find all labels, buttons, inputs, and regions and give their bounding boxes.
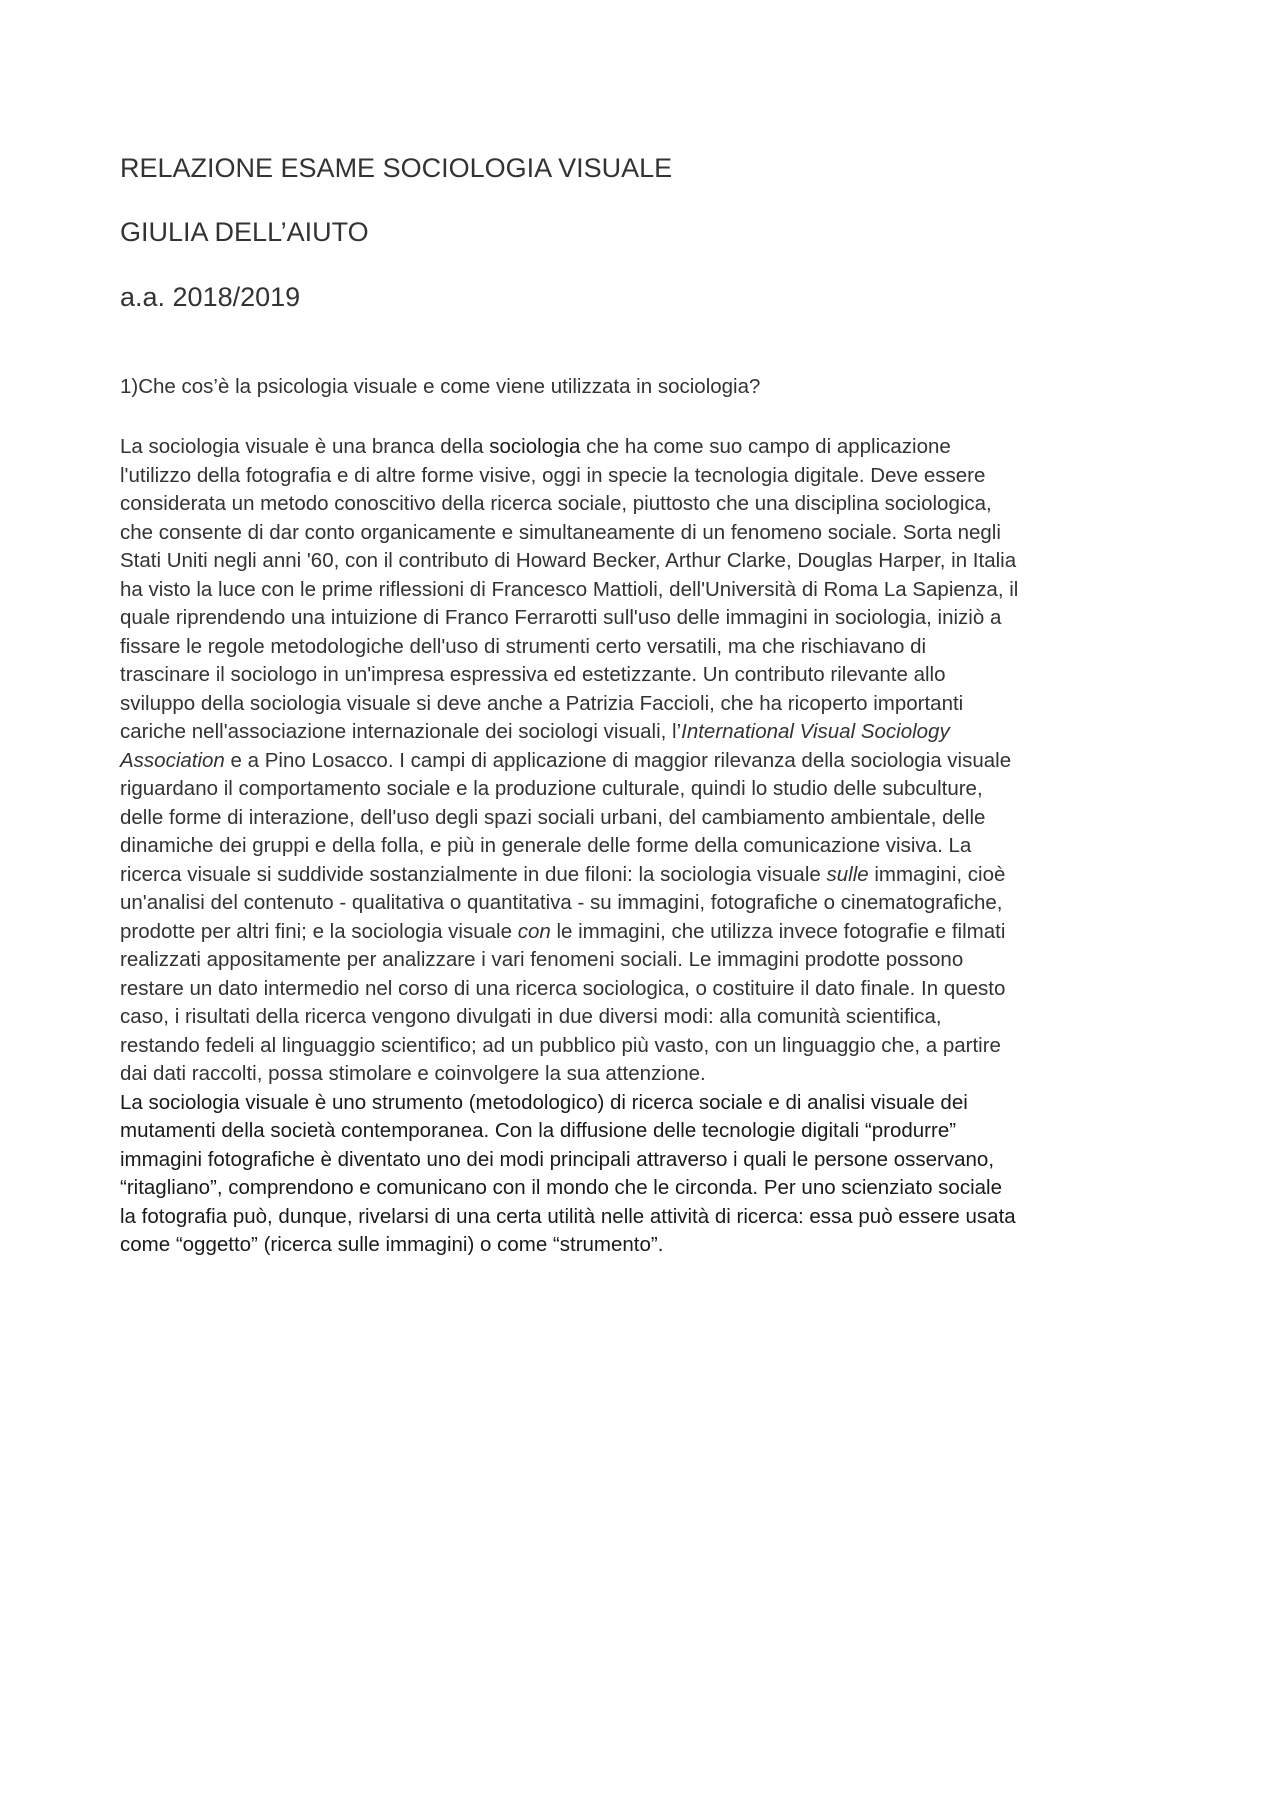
text-span: prodotte per altri fini; e la sociologia visuale xyxy=(120,919,518,943)
text-line: restando fedeli al linguaggio scientifico; ad un pubblico più vasto, con un linguaggio che, a partire xyxy=(120,1033,1001,1057)
text-line: caso, i risultati della ricerca vengono divulgati in due diversi modi: alla comunità scientifica, xyxy=(120,1005,942,1028)
text-line: dinamiche dei gruppi e della folla, e più in generale delle forme della comunicazione visiva. La xyxy=(120,834,972,857)
text-span: che ha come suo campo di applicazione xyxy=(580,435,951,458)
text-span: cariche nell'associazione internazionale dei sociologi visuali, l’ xyxy=(120,720,682,743)
italic-con: con xyxy=(517,919,551,943)
text-line: mutamenti della società contemporanea. Con la diffusione delle tecnologie digitali “produrre” xyxy=(120,1119,957,1142)
text-span: La sociologia visuale è una branca della xyxy=(120,435,490,458)
text-line: “ritagliano”, comprendono e comunicano con il mondo che le circonda. Per uno scienziato sociale xyxy=(120,1176,1002,1199)
text-line: trascinare il sociologo in un'impresa espressiva ed estetizzante. Un contributo rilevante allo xyxy=(120,663,946,686)
text-line: delle forme di interazione, dell'uso degli spazi sociali urbani, del cambiamento ambientale, delle xyxy=(120,805,986,829)
text-line: ha visto la luce con le prime riflessioni di Francesco Mattioli, dell'Università di Roma La Sapienza, il xyxy=(120,577,1019,601)
sociologia-link-text: sociologia xyxy=(489,435,581,458)
text-line: fissare le regole metodologiche dell'uso di strumenti certo versatili, ma che rischiavano di xyxy=(120,634,927,658)
paragraph-1 xyxy=(120,433,1170,1089)
text-line: quale riprendendo una intuizione di Franco Ferrarotti sull'uso delle immagini in sociologia, iniziò a xyxy=(120,606,1002,629)
text-line: che consente di dar conto organicamente e simultaneamente di un fenomeno sociale. Sorta negli xyxy=(120,520,1001,544)
document-title: RELAZIONE ESAME SOCIOLOGIA VISUALE xyxy=(120,153,673,183)
text-line: restare un dato intermedio nel corso di una ricerca sociologica, o costituire il dato finale. In questo xyxy=(120,976,1006,1000)
text-line: un'analisi del contenuto - qualitativa o quantitativa - su immagini, fotografiche o cinematografiche, xyxy=(120,891,1003,914)
text-line: sviluppo della sociologia visuale si deve anche a Patrizia Faccioli, che ha ricoperto importanti xyxy=(120,691,964,715)
text-span: immagini, cioè xyxy=(868,862,1006,886)
text-line xyxy=(120,747,1170,776)
text-line: considerata un metodo conoscitivo della ricerca sociale, piuttosto che una disciplina sociologica, xyxy=(120,492,992,515)
text-line: come “oggetto” (ricerca sulle immagini) o come “strumento”. xyxy=(120,1233,664,1256)
text-line: La sociologia visuale è uno strumento (metodologico) di ricerca sociale e di analisi visuale dei xyxy=(120,1090,968,1114)
italic-association-name: International Visual Sociology xyxy=(681,720,950,743)
italic-sulle: sulle xyxy=(826,862,869,886)
text-span: le immagini, che utilizza invece fotografie e filmati xyxy=(550,919,1006,943)
text-line: realizzati appositamente per analizzare i vari fenomeni sociali. Le immagini prodotte possono xyxy=(120,948,964,971)
text-line xyxy=(120,718,1170,747)
question-text: 1)Che cos’è la psicologia visuale e come viene utilizzata in sociologia? xyxy=(120,375,761,398)
text-line: immagini fotografiche è diventato uno dei modi principali attraverso i quali le persone osservano, xyxy=(120,1147,995,1171)
text-line: dai dati raccolti, possa stimolare e coinvolgere la sua attenzione. xyxy=(120,1062,706,1085)
italic-association-name-cont: Association xyxy=(120,748,225,772)
text-line: riguardano il comportamento sociale e la produzione culturale, quindi lo studio delle subculture, xyxy=(120,777,983,800)
academic-year: a.a. 2018/2019 xyxy=(120,282,301,312)
text-line: Stati Uniti negli anni '60, con il contributo di Howard Becker, Arthur Clarke, Douglas Harper, in Italia xyxy=(120,549,1017,572)
text-line: la fotografia può, dunque, rivelarsi di una certa utilità nelle attività di ricerca: essa può essere usata xyxy=(120,1204,1016,1228)
paragraph-2 xyxy=(120,1089,1170,1260)
text-span: ricerca visuale si suddivide sostanzialmente in due filoni: la sociologia visuale xyxy=(120,862,827,886)
text-line: l'utilizzo della fotografia e di altre forme visive, oggi in specie la tecnologia digitale. Deve essere xyxy=(120,463,986,487)
text-line xyxy=(120,918,1170,947)
body-text xyxy=(120,433,1170,1260)
text-span: e a Pino Losacco. I campi di applicazione di maggior rilevanza della sociologia visuale xyxy=(224,748,1012,772)
author-name: GIULIA DELL’AIUTO xyxy=(120,217,369,247)
text-line xyxy=(120,433,1170,462)
text-line xyxy=(120,861,1170,890)
